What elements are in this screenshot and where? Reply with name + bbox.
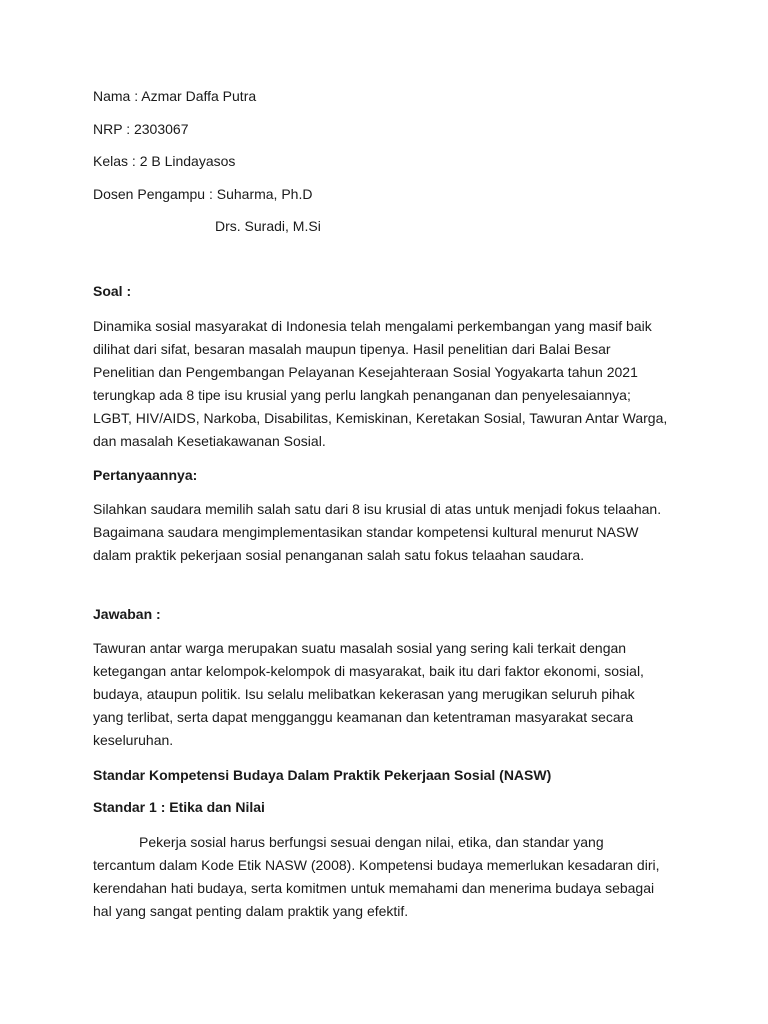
spacer <box>93 301 683 315</box>
jawaban-line: budaya, ataupun politik. Isu selalu melibatkan kekerasan yang merugikan seluruh pihak <box>93 686 635 702</box>
document-content <box>93 86 683 923</box>
student-nrp: NRP : 2303067 <box>93 120 189 137</box>
standar1-heading: Standar 1 : Etika dan Nilai <box>93 799 265 815</box>
standar1-line: tercantum dalam Kode Etik NASW (2008). Kompetensi budaya memerlukan kesadaran diri, <box>93 857 660 873</box>
jawaban-line: keseluruhan. <box>93 732 174 748</box>
spacer <box>93 236 683 281</box>
spacer <box>93 453 683 465</box>
soal-paragraph <box>93 315 683 453</box>
pertanyaan-heading: Pertanyaannya: <box>93 467 198 483</box>
pertanyaan-line: Silahkan saudara memilih salah satu dari 8 isu krusial di atas untuk menjadi fokus telaahan. <box>93 501 662 517</box>
spacer <box>93 567 683 604</box>
pertanyaan-paragraph <box>93 498 683 567</box>
spacer <box>93 752 683 765</box>
soal-line: dilihat dari sifat, besaran masalah maupun tipenya. Hasil penelitian dari Balai Besar <box>93 341 611 357</box>
soal-line: Dinamika sosial masyarakat di Indonesia telah mengalami perkembangan yang masif baik <box>93 318 652 334</box>
standar1-line: Pekerja sosial harus berfungsi sesuai dengan nilai, etika, dan standar yang <box>139 834 604 850</box>
soal-line: Penelitian dan Pengembangan Pelayanan Kesejahteraan Sosial Yogyakarta tahun 2021 <box>93 364 638 380</box>
standar-heading: Standar Kompetensi Budaya Dalam Praktik Pekerjaan Sosial (NASW) <box>93 767 552 783</box>
spacer <box>93 624 683 637</box>
jawaban-heading: Jawaban : <box>93 606 161 622</box>
student-name: Nama : Azmar Daffa Putra <box>93 88 257 104</box>
standar1-paragraph <box>93 831 683 923</box>
pertanyaan-line: Bagaimana saudara mengimplementasikan standar kompetensi kultural menurut NASW <box>93 524 639 540</box>
standar1-line: kerendahan hati budaya, serta komitmen untuk memahami dan menerima budaya sebagai <box>93 880 655 896</box>
jawaban-line: yang terlibat, serta dapat mengganggu keamanan dan ketentraman masyarakat secara <box>93 709 634 725</box>
soal-line: terungkap ada 8 tipe isu krusial yang perlu langkah penanganan dan penyelesaiannya; <box>93 387 631 403</box>
lecturer: Dosen Pengampu : Suharma, Ph.D <box>93 185 313 202</box>
soal-line: dan masalah Kesetiakawanan Sosial. <box>93 433 326 449</box>
soal-heading: Soal : <box>93 283 132 299</box>
lecturer-second: Drs. Suradi, M.Si <box>215 218 321 234</box>
spacer <box>93 817 683 831</box>
pertanyaan-line: dalam praktik pekerjaan sosial penanganan salah satu fokus telaahan saudara. <box>93 547 585 563</box>
standar1-line: hal yang sangat penting dalam praktik yang efektif. <box>93 903 409 919</box>
jawaban-line: Tawuran antar warga merupakan suatu masalah sosial yang sering kali terkait dengan <box>93 640 627 656</box>
jawaban-line: ketegangan antar kelompok-kelompok di masyarakat, baik itu dari faktor ekonomi, sosial, <box>93 663 644 679</box>
spacer <box>93 785 683 797</box>
soal-line: LGBT, HIV/AIDS, Narkoba, Disabilitas, Kemiskinan, Keretakan Sosial, Tawuran Antar Warga, <box>93 410 668 426</box>
student-class: Kelas : 2 B Lindayasos <box>93 153 236 169</box>
spacer <box>93 485 683 498</box>
jawaban-paragraph <box>93 637 683 752</box>
